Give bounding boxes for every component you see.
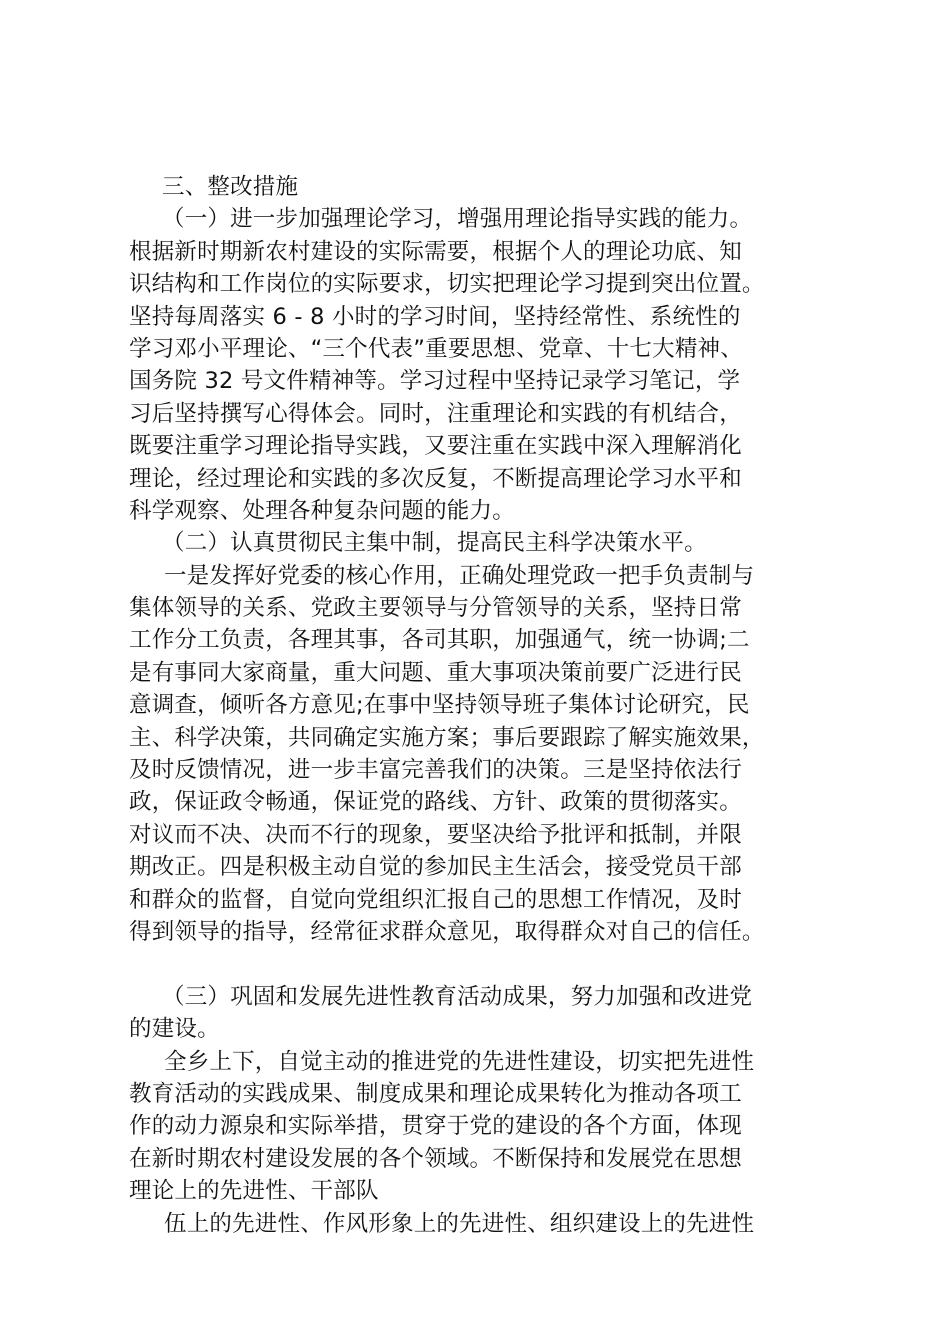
paragraph-line: 既要注重学习理论指导实践，又要注重在实践中深入理解消化	[129, 433, 742, 460]
paragraph-line: 学习邓小平理论、“三个代表”重要思想、党章、十七大精神、	[129, 335, 743, 362]
paragraph-line: 理论上的先进性、干部队	[129, 1178, 379, 1205]
paragraph-line: 坚持每周落实 6 - 8 小时的学习时间，坚持经常性、系统性的	[129, 303, 741, 330]
paragraph-line: 理论，经过理论和实践的多次反复，不断提高理论学习水平和	[129, 465, 742, 492]
paragraph-line: 根据新时期新农村建设的实际需要，根据个人的理论功底、知	[129, 238, 742, 265]
subsection-heading-2: （二）认真贯彻民主集中制，提高民主科学决策水平。	[162, 530, 707, 557]
paragraph-line: 得到领导的指导，经常征求群众意见，取得群众对自己的信任。	[129, 918, 765, 945]
paragraph-line: 的建设。	[129, 1016, 220, 1043]
paragraph-line: 习后坚持撰写心得体会。同时，注重理论和实践的有机结合，	[129, 400, 742, 427]
paragraph-line: 工作分工负责，各理其事，各司其职，加强通气，统一协调;二	[129, 627, 750, 654]
paragraph-line: 科学观察、处理各种复杂问题的能力。	[129, 497, 515, 524]
paragraph-line: 伍上的先进性、作风形象上的先进性、组织建设上的先进性	[164, 1210, 755, 1237]
paragraph-line: 教育活动的实践成果、制度成果和理论成果转化为推动各项工	[129, 1080, 742, 1107]
section-heading: 三、整改措施	[162, 174, 299, 200]
paragraph-line: 及时反馈情况，进一步丰富完善我们的决策。三是坚持依法行	[129, 757, 742, 784]
paragraph-line: 和群众的监督，自觉向党组织汇报自己的思想工作情况，及时	[129, 886, 742, 913]
blank-line	[129, 948, 849, 980]
paragraph-line: 对议而不决、决而不行的现象，要坚决给予批评和抵制，并限	[129, 821, 742, 848]
paragraph-line: 一是发挥好党委的核心作用，正确处理党政一把手负责制与	[164, 562, 755, 589]
paragraph-line: 意调查，倾听各方意见;在事中坚持领导班子集体讨论研究，民	[129, 692, 750, 719]
paragraph-line: 集体领导的关系、党政主要领导与分管领导的关系，坚持日常	[129, 595, 742, 622]
paragraph-line: 作的动力源泉和实际举措，贯穿于党的建设的各个方面，体现	[129, 1113, 742, 1140]
document-body	[129, 171, 849, 1240]
paragraph-line: 主、科学决策，共同确定实施方案；事后要跟踪了解实施效果，	[129, 724, 765, 751]
paragraph-line: 政，保证政令畅通，保证党的路线、方针、政策的贯彻落实。	[129, 789, 742, 816]
paragraph-line: 国务院 32 号文件精神等。学习过程中坚持记录学习笔记，学	[129, 368, 741, 395]
subsection-heading-3: （三）巩固和发展先进性教育活动成果，努力加强和改进党	[162, 983, 753, 1010]
paragraph-line: 在新时期农村建设发展的各个领域。不断保持和发展党在思想	[129, 1145, 742, 1172]
paragraph-line: 期改正。四是积极主动自觉的参加民主生活会，接受党员干部	[129, 854, 742, 881]
paragraph-line: 识结构和工作岗位的实际要求，切实把理论学习提到突出位置。	[129, 271, 765, 298]
paragraph-line: 是有事同大家商量，重大问题、重大事项决策前要广泛进行民	[129, 659, 742, 686]
paragraph-line: 全乡上下，自觉主动的推进党的先进性建设，切实把先进性	[164, 1048, 755, 1075]
subsection-heading-1: （一）进一步加强理论学习，增强用理论指导实践的能力。	[162, 206, 753, 233]
